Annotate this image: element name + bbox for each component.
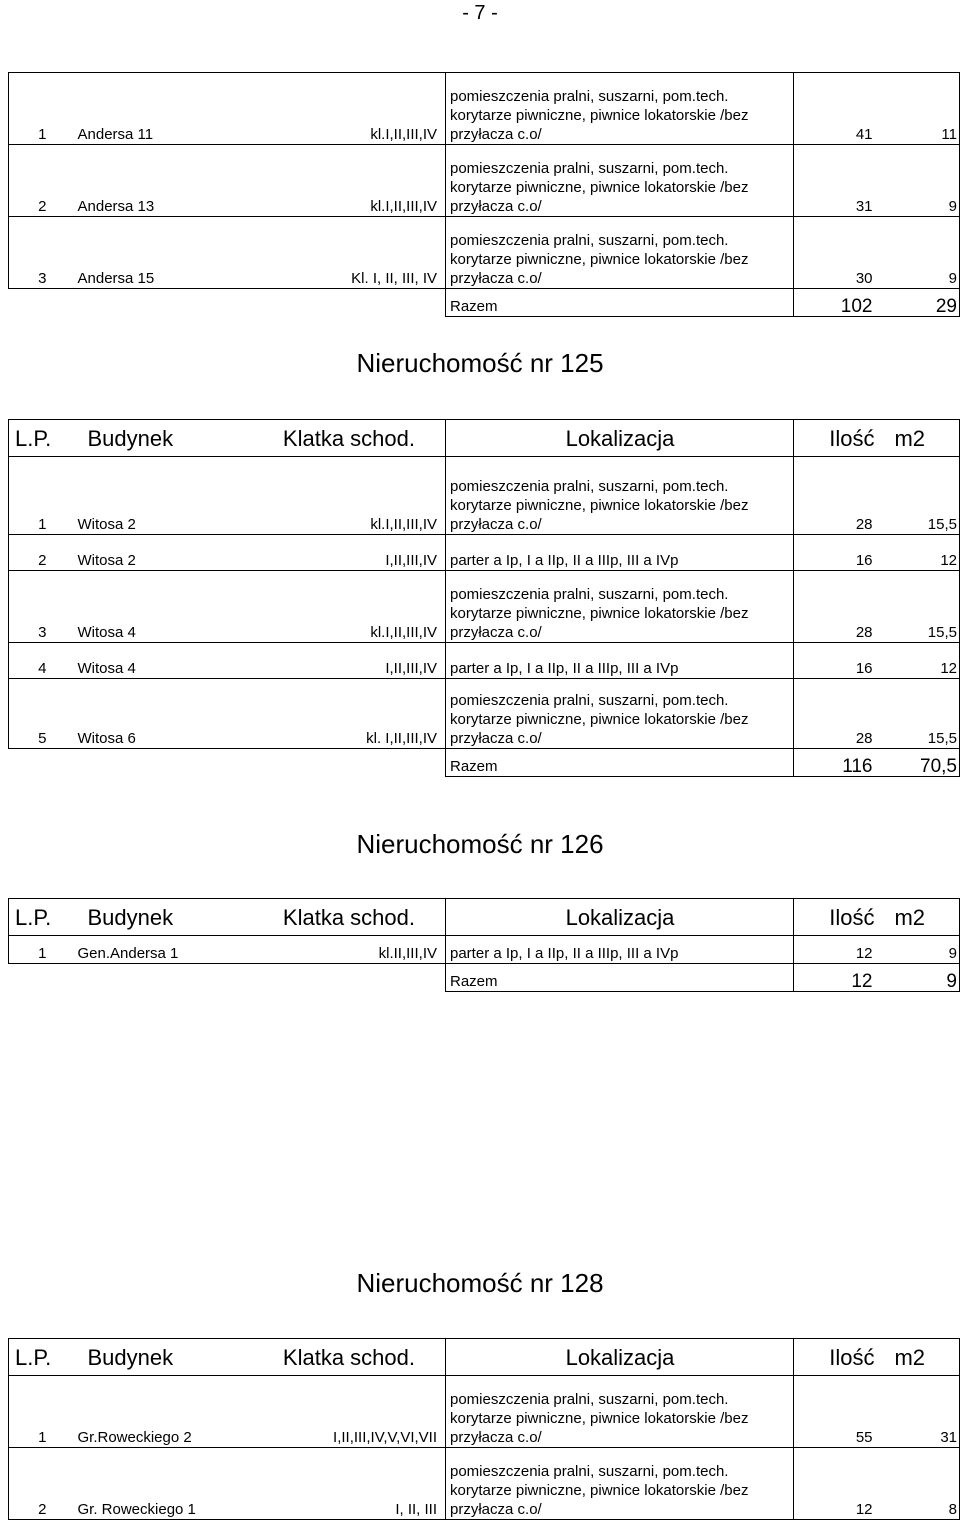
- building-cell: Gen.Andersa 1: [76, 936, 176, 964]
- area-cell: 12: [879, 535, 960, 571]
- building-cell: Witosa 4: [76, 571, 176, 643]
- summary-row: [9, 964, 960, 992]
- location-line: pomieszczenia pralni, suszarni, pom.tech.: [450, 586, 729, 603]
- location-line: przyłacza c.o/: [450, 126, 542, 143]
- building-cell: Witosa 6: [76, 679, 176, 749]
- row-number: 1: [9, 936, 76, 964]
- row-number: 5: [9, 679, 76, 749]
- building-cell: Witosa 2: [76, 457, 176, 535]
- summary-label: Razem: [446, 289, 794, 317]
- quantity-cell: 31: [794, 145, 879, 217]
- table-row: [9, 679, 960, 749]
- location-cell: [446, 679, 794, 749]
- location-cell: [446, 145, 794, 217]
- property-table: [8, 1338, 960, 1520]
- location-line: przyłacza c.o/: [450, 730, 542, 747]
- location-line: korytarze piwniczne, piwnice lokatorskie /bez: [450, 497, 749, 514]
- quantity-cell: 16: [794, 643, 879, 679]
- staircase-cell: kl.I,II,III,IV: [176, 571, 446, 643]
- header-lp: L.P.: [9, 420, 76, 457]
- header-m2: m2: [879, 420, 960, 457]
- building-cell: Gr.Roweckiego 2: [76, 1376, 176, 1448]
- staircase-cell: Kl. I, II, III, IV: [176, 217, 446, 289]
- summary-area: 29: [879, 289, 960, 317]
- staircase-cell: I,II,III,IV: [176, 535, 446, 571]
- row-number: 2: [9, 535, 76, 571]
- quantity-cell: 12: [794, 1448, 879, 1520]
- area-cell: 31: [879, 1376, 960, 1448]
- row-number: 1: [9, 1376, 76, 1448]
- location-cell: [446, 571, 794, 643]
- row-number: 2: [9, 1448, 76, 1520]
- staircase-cell: kl.I,II,III,IV: [176, 73, 446, 145]
- building-cell: Andersa 15: [76, 217, 176, 289]
- section-title: Nieruchomość nr 126: [356, 829, 604, 859]
- location-line: korytarze piwniczne, piwnice lokatorskie /bez: [450, 605, 749, 622]
- header-lp: L.P.: [9, 899, 76, 936]
- staircase-cell: I,II,III,IV: [176, 643, 446, 679]
- row-number: 4: [9, 643, 76, 679]
- location-line: korytarze piwniczne, piwnice lokatorskie /bez: [450, 1482, 749, 1499]
- location-line: pomieszczenia pralni, suszarni, pom.tech.: [450, 232, 729, 249]
- table-row: [9, 145, 960, 217]
- summary-label: Razem: [446, 964, 794, 992]
- staircase-cell: kl. I,II,III,IV: [176, 679, 446, 749]
- location-cell: [446, 1376, 794, 1448]
- area-cell: 11: [879, 73, 960, 145]
- summary-spacer: [9, 964, 446, 992]
- header-budynek: Budynek: [76, 899, 176, 936]
- location-line: pomieszczenia pralni, suszarni, pom.tech.: [450, 88, 729, 105]
- area-cell: 8: [879, 1448, 960, 1520]
- summary-area: 70,5: [879, 749, 960, 777]
- quantity-cell: 55: [794, 1376, 879, 1448]
- location-line: korytarze piwniczne, piwnice lokatorskie /bez: [450, 179, 749, 196]
- location-line: przyłacza c.o/: [450, 624, 542, 641]
- quantity-cell: 12: [794, 936, 879, 964]
- table-row: [9, 643, 960, 679]
- summary-quantity: 102: [794, 289, 879, 317]
- header-klatka: Klatka schod.: [176, 1339, 446, 1376]
- location-cell: [446, 73, 794, 145]
- table-row: [9, 217, 960, 289]
- summary-label: Razem: [446, 749, 794, 777]
- table-row: [9, 936, 960, 964]
- header-budynek: Budynek: [76, 1339, 176, 1376]
- property-table: [8, 898, 960, 992]
- staircase-cell: kl.I,II,III,IV: [176, 145, 446, 217]
- location-line: parter a Ip, I a IIp, II a IIIp, III a IVp: [450, 552, 679, 569]
- staircase-cell: I,II,III,IV,V,VI,VII: [176, 1376, 446, 1448]
- summary-row: [9, 289, 960, 317]
- location-line: pomieszczenia pralni, suszarni, pom.tech.: [450, 692, 729, 709]
- staircase-cell: I, II, III: [176, 1448, 446, 1520]
- property-table: [8, 72, 960, 317]
- summary-row: [9, 749, 960, 777]
- building-cell: Gr. Roweckiego 1: [76, 1448, 176, 1520]
- area-cell: 9: [879, 936, 960, 964]
- location-cell: [446, 1448, 794, 1520]
- quantity-cell: 41: [794, 73, 879, 145]
- location-cell: [446, 643, 794, 679]
- row-number: 2: [9, 145, 76, 217]
- row-number: 3: [9, 571, 76, 643]
- table-header-row: [9, 1339, 960, 1376]
- row-number: 1: [9, 73, 76, 145]
- table-row: [9, 535, 960, 571]
- location-line: parter a Ip, I a IIp, II a IIIp, III a IVp: [450, 945, 679, 962]
- summary-area: 9: [879, 964, 960, 992]
- property-table: [8, 419, 960, 777]
- header-ilosc: Ilość: [794, 1339, 879, 1376]
- header-ilosc: Ilość: [794, 899, 879, 936]
- table-header-row: [9, 420, 960, 457]
- area-cell: 9: [879, 145, 960, 217]
- area-cell: 12: [879, 643, 960, 679]
- header-lokalizacja: Lokalizacja: [446, 899, 794, 936]
- table-header-row: [9, 899, 960, 936]
- header-lokalizacja: Lokalizacja: [446, 420, 794, 457]
- summary-spacer: [9, 289, 446, 317]
- table-row: [9, 457, 960, 535]
- building-cell: Witosa 4: [76, 643, 176, 679]
- table-row: [9, 571, 960, 643]
- location-cell: [446, 936, 794, 964]
- table-row: [9, 73, 960, 145]
- area-cell: 15,5: [879, 679, 960, 749]
- summary-quantity: 116: [794, 749, 879, 777]
- location-line: korytarze piwniczne, piwnice lokatorskie /bez: [450, 1410, 749, 1427]
- quantity-cell: 28: [794, 457, 879, 535]
- location-line: przyłacza c.o/: [450, 516, 542, 533]
- row-number: 1: [9, 457, 76, 535]
- area-cell: 15,5: [879, 457, 960, 535]
- location-line: pomieszczenia pralni, suszarni, pom.tech.: [450, 1391, 729, 1408]
- building-cell: Andersa 13: [76, 145, 176, 217]
- location-line: korytarze piwniczne, piwnice lokatorskie /bez: [450, 251, 749, 268]
- section-title: Nieruchomość nr 128: [356, 1268, 604, 1298]
- header-klatka: Klatka schod.: [176, 899, 446, 936]
- location-line: pomieszczenia pralni, suszarni, pom.tech.: [450, 1463, 729, 1480]
- row-number: 3: [9, 217, 76, 289]
- building-cell: Andersa 11: [76, 73, 176, 145]
- location-line: parter a Ip, I a IIp, II a IIIp, III a IVp: [450, 660, 679, 677]
- header-m2: m2: [879, 1339, 960, 1376]
- location-line: pomieszczenia pralni, suszarni, pom.tech.: [450, 160, 729, 177]
- location-line: przyłacza c.o/: [450, 1501, 542, 1518]
- location-line: przyłacza c.o/: [450, 1429, 542, 1446]
- location-line: przyłacza c.o/: [450, 198, 542, 215]
- location-cell: [446, 457, 794, 535]
- section-title: Nieruchomość nr 125: [356, 348, 604, 378]
- header-ilosc: Ilość: [794, 420, 879, 457]
- quantity-cell: 28: [794, 571, 879, 643]
- staircase-cell: kl.II,III,IV: [176, 936, 446, 964]
- quantity-cell: 16: [794, 535, 879, 571]
- header-lp: L.P.: [9, 1339, 76, 1376]
- building-cell: Witosa 2: [76, 535, 176, 571]
- table-row: [9, 1448, 960, 1520]
- location-line: przyłacza c.o/: [450, 270, 542, 287]
- quantity-cell: 28: [794, 679, 879, 749]
- quantity-cell: 30: [794, 217, 879, 289]
- staircase-cell: kl.I,II,III,IV: [176, 457, 446, 535]
- page-number: - 7 -: [462, 2, 498, 24]
- header-klatka: Klatka schod.: [176, 420, 446, 457]
- header-lokalizacja: Lokalizacja: [446, 1339, 794, 1376]
- location-line: korytarze piwniczne, piwnice lokatorskie /bez: [450, 107, 749, 124]
- location-line: pomieszczenia pralni, suszarni, pom.tech.: [450, 478, 729, 495]
- summary-spacer: [9, 749, 446, 777]
- location-cell: [446, 217, 794, 289]
- header-m2: m2: [879, 899, 960, 936]
- location-cell: [446, 535, 794, 571]
- area-cell: 9: [879, 217, 960, 289]
- summary-quantity: 12: [794, 964, 879, 992]
- table-row: [9, 1376, 960, 1448]
- area-cell: 15,5: [879, 571, 960, 643]
- header-budynek: Budynek: [76, 420, 176, 457]
- location-line: korytarze piwniczne, piwnice lokatorskie /bez: [450, 711, 749, 728]
